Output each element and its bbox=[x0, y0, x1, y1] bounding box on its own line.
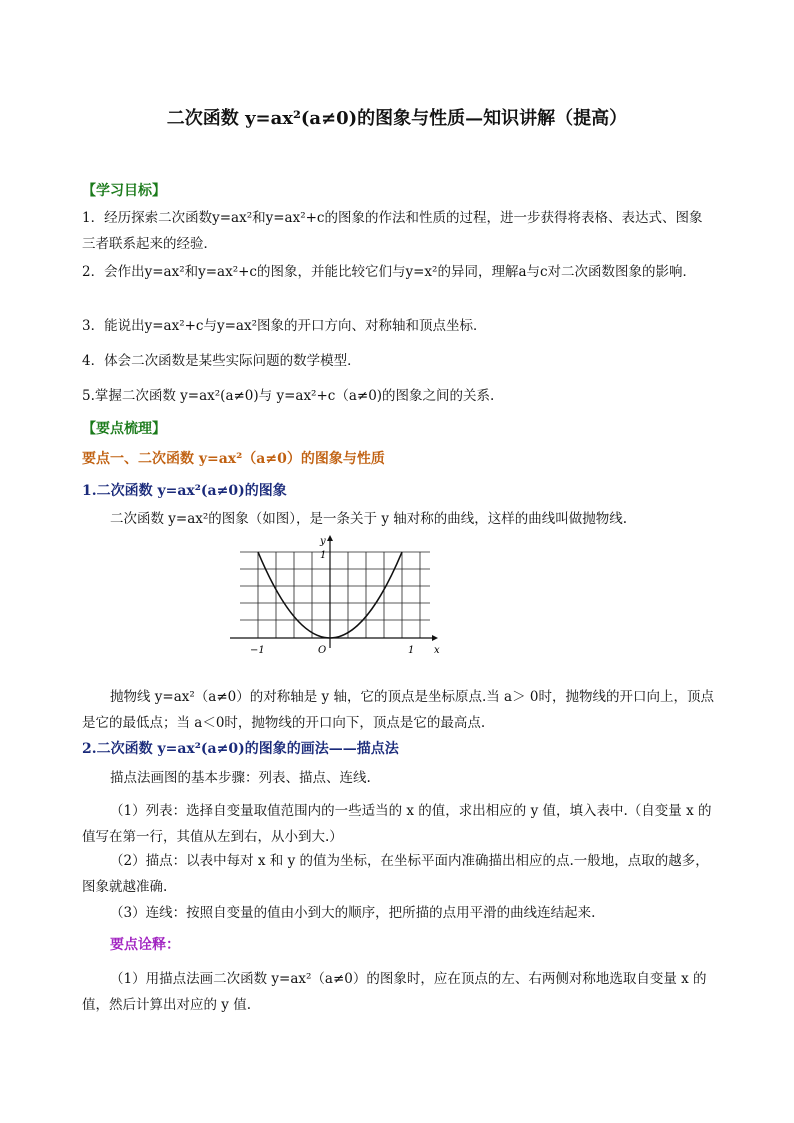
y-tick-1: 1 bbox=[320, 550, 327, 561]
point-1-heading: 要点一、二次函数 y=ax²（a≠0）的图象与性质 bbox=[82, 451, 385, 467]
sub-1-heading: 1.二次函数 y=ax²(a≠0)的图象 bbox=[82, 483, 287, 499]
note-text: （1）用描点法画二次函数 y=ax²（a≠0）的图象时，应在顶点的左、右两侧对称地选取自变量 x 的值，然后计算出对应的 y 值. bbox=[82, 971, 707, 1013]
x-tick-neg-1: −1 bbox=[250, 645, 265, 656]
goal-4: 4．体会二次函数是某些实际问题的数学模型． bbox=[82, 353, 361, 369]
y-axis-label: y bbox=[320, 536, 326, 547]
goal-2: 2．会作出y=ax²和y=ax²+c的图象，并能比较它们与y=x²的异同，理解a与c对二次函数图象的影响． bbox=[82, 264, 697, 280]
sub-1-text: 二次函数 y=ax²的图象（如图），是一条关于 y 轴对称的曲线，这样的曲线叫做抛物线. bbox=[110, 511, 628, 527]
x-axis-label: x bbox=[434, 645, 440, 656]
step-1: （1）列表：选择自变量取值范围内的一些适当的 x 的值，求出相应的 y 值，填入表中.（自变量 x 的值写在第一行，其值从左到右，从小到大.） bbox=[82, 803, 712, 845]
goal-1: 1．经历探索二次函数y=ax²和y=ax²+c的图象的作法和性质的过程，进一步获得将表格、表达式、图象三者联系起来的经验． bbox=[82, 210, 703, 252]
page-title: 二次函数 y=ax²(a≠0)的图象与性质—知识讲解（提高） bbox=[166, 108, 628, 129]
sub-1-after: 抛物线 y=ax²（a≠0）的对称轴是 y 轴，它的顶点是坐标原点.当 a＞ 0时，抛物线的开口向上，顶点是它的最低点；当 a＜0时，抛物线的开口向下，顶点是它的最高点. bbox=[82, 689, 714, 731]
goal-3: 3．能说出y=ax²+c与y=ax²图象的开口方向、对称轴和顶点坐标． bbox=[82, 318, 487, 334]
parabola-figure bbox=[222, 532, 452, 658]
note-heading: 要点诠释： bbox=[110, 937, 180, 953]
x-tick-1: 1 bbox=[408, 645, 415, 656]
sub-2-heading: 2.二次函数 y=ax²(a≠0)的图象的画法——描点法 bbox=[82, 741, 399, 757]
goals-heading: 【学习目标】 bbox=[82, 183, 166, 199]
points-heading: 【要点梳理】 bbox=[82, 421, 166, 437]
step-2: （2）描点：以表中每对 x 和 y 的值为坐标，在坐标平面内准确描出相应的点.一般地，点取的越多，图象就越准确. bbox=[82, 853, 709, 895]
step-3: （3）连线：按照自变量的值由小到大的顺序，把所描的点用平滑的曲线连结起来. bbox=[110, 905, 596, 921]
origin-label: O bbox=[318, 645, 327, 656]
goal-5: 5.掌握二次函数 y=ax²(a≠0)与 y=ax²+c（a≠0)的图象之间的关系. bbox=[82, 388, 495, 404]
sub-2-intro: 描点法画图的基本步骤：列表、描点、连线. bbox=[110, 770, 371, 786]
